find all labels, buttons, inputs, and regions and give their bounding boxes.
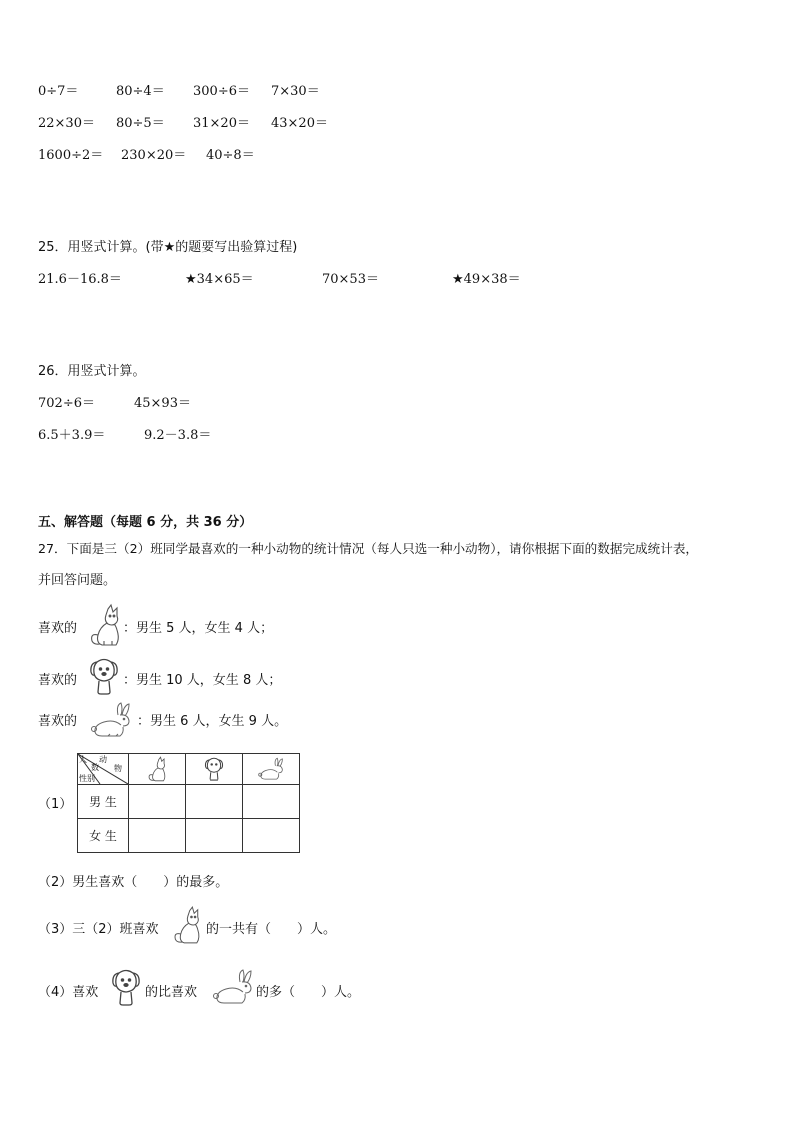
row-label-boys: 男 生 <box>78 785 129 819</box>
q26-title: 26．用竖式计算。 <box>38 364 146 379</box>
table-cell[interactable] <box>129 819 186 853</box>
like-text: ：男生 5 人，女生 4 人； <box>123 621 274 636</box>
table-corner-header <box>78 754 129 785</box>
row-label-girls: 女 生 <box>78 819 129 853</box>
table-cell[interactable] <box>243 819 300 853</box>
oral-item: 31×20＝ <box>193 116 250 131</box>
q25-item: ★34×65＝ <box>185 272 254 287</box>
dog-icon <box>88 656 120 696</box>
cat-icon <box>145 756 169 782</box>
q26-item: 9.2－3.8＝ <box>144 428 212 443</box>
section-title: 五、解答题（每题 6 分，共 36 分） <box>38 515 253 530</box>
q26-item: 6.5＋3.9＝ <box>38 428 106 443</box>
sub1-label: （1） <box>38 797 73 812</box>
sub3-suffix: 的一共有（ ）人。 <box>206 922 337 937</box>
q27-line2: 并回答问题。 <box>38 573 117 588</box>
cat-icon <box>86 603 124 647</box>
q26-item: 45×93＝ <box>134 396 191 411</box>
q25-title: 25．用竖式计算。(带★的题要写出验算过程) <box>38 240 298 255</box>
table-header-rabbit <box>243 754 300 785</box>
rabbit-icon <box>210 968 256 1006</box>
cat-icon <box>170 905 204 945</box>
statistics-table <box>77 753 300 853</box>
oral-item: 230×20＝ <box>121 148 187 163</box>
q25-item: 70×53＝ <box>322 272 379 287</box>
sub4-suffix: 的多（ ）人。 <box>256 985 361 1000</box>
q25-item: ★49×38＝ <box>452 272 521 287</box>
oral-item: 22×30＝ <box>38 116 95 131</box>
like-prefix: 喜欢的 <box>38 714 78 729</box>
table-cell[interactable] <box>186 819 243 853</box>
table-header-cat <box>129 754 186 785</box>
oral-item: 300÷6＝ <box>193 84 250 99</box>
q27-line1: 27．下面是三（2）班同学最喜欢的一种小动物的统计情况（每人只选一种小动物），请你根据下面的数据完成统计表， <box>38 541 699 556</box>
table-cell[interactable] <box>243 785 300 819</box>
like-prefix: 喜欢的 <box>38 621 78 636</box>
sub3-prefix: （3）三（2）班喜欢 <box>38 922 159 937</box>
oral-item: 0÷7＝ <box>38 84 79 99</box>
header-animal-1: 动 <box>99 755 107 764</box>
header-animal-2: 物 <box>114 764 122 773</box>
header-people: 人 <box>79 755 87 764</box>
dog-icon <box>203 756 225 782</box>
like-prefix: 喜欢的 <box>38 673 78 688</box>
header-count: 数 <box>91 763 99 772</box>
oral-item: 43×20＝ <box>271 116 328 131</box>
oral-item: 80÷5＝ <box>116 116 165 131</box>
table-cell[interactable] <box>129 785 186 819</box>
rabbit-icon <box>88 701 134 739</box>
oral-item: 40÷8＝ <box>206 148 255 163</box>
sub4-prefix: （4）喜欢 <box>38 985 99 1000</box>
oral-item: 7×30＝ <box>271 84 320 99</box>
oral-item: 1600÷2＝ <box>38 148 104 163</box>
table-header-dog <box>186 754 243 785</box>
q26-item: 702÷6＝ <box>38 396 95 411</box>
header-gender: 性别 <box>79 774 95 783</box>
like-text: ：男生 6 人，女生 9 人。 <box>137 714 288 729</box>
dog-icon <box>110 967 142 1007</box>
q25-item: 21.6－16.8＝ <box>38 272 122 287</box>
rabbit-icon <box>256 757 286 781</box>
like-text: ：男生 10 人，女生 8 人； <box>123 673 282 688</box>
sub4-mid: 的比喜欢 <box>145 985 198 1000</box>
oral-item: 80÷4＝ <box>116 84 165 99</box>
sub2: （2）男生喜欢（ ）的最多。 <box>38 875 229 890</box>
table-cell[interactable] <box>186 785 243 819</box>
